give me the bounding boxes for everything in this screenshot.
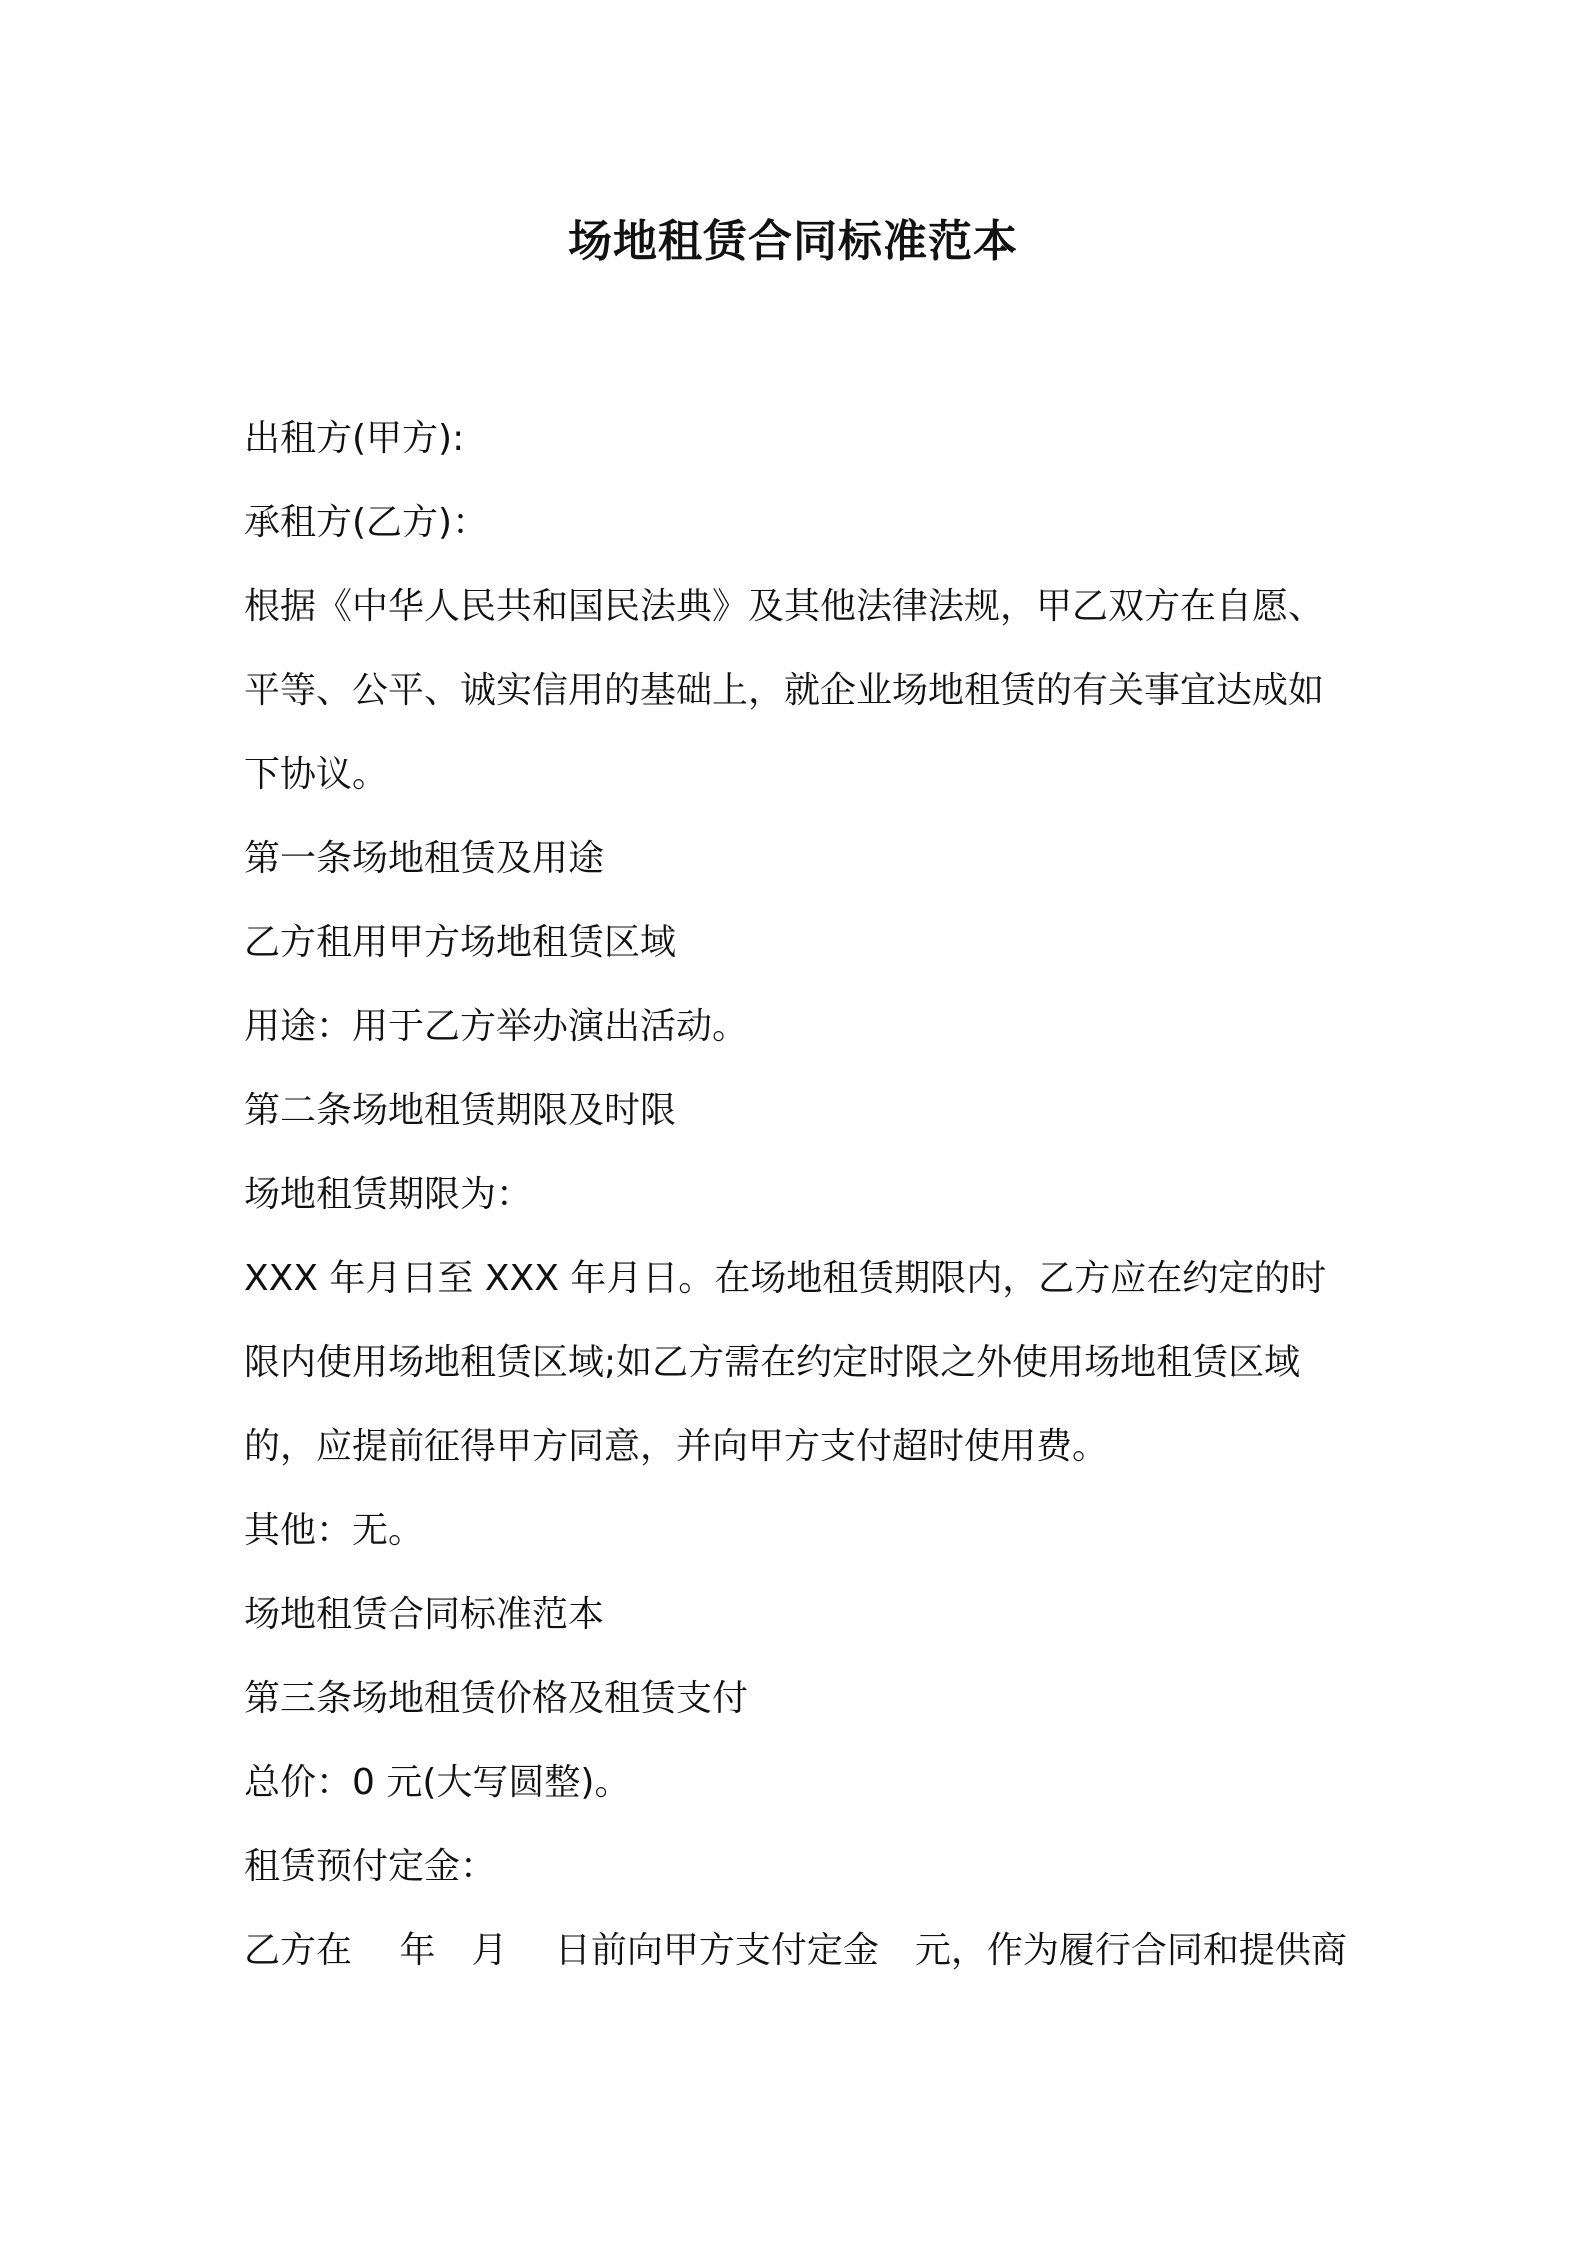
article-2-term-label: 场地租赁期限为：	[244, 1174, 533, 1215]
article-3-deposit-label: 租赁预付定金：	[244, 1846, 497, 1887]
article-2-term-line-1: XXX 年月日至 XXX 年月日。在场地租赁期限内，乙方应在约定的时	[244, 1258, 1327, 1299]
lessee-line: 承租方(乙方)：	[244, 502, 489, 543]
lessor-line: 出租方(甲方):	[244, 418, 465, 459]
article-1-purpose: 用途：用于乙方举办演出活动。	[244, 1006, 749, 1047]
article-2-heading: 第二条场地租赁期限及时限	[244, 1090, 677, 1131]
preamble-line-3: 下协议。	[244, 754, 389, 795]
article-1-heading: 第一条场地租赁及用途	[244, 838, 605, 879]
document-body	[244, 409, 1354, 2005]
preamble-line-1: 根据《中华人民共和国民法典》及其他法律法规，甲乙双方在自愿、	[244, 586, 1325, 627]
article-3-heading: 第三条场地租赁价格及租赁支付	[244, 1678, 749, 1719]
article-2-term-line-3: 的，应提前征得甲方同意，并向甲方支付超时使用费。	[244, 1426, 1109, 1467]
repeated-title-line: 场地租赁合同标准范本	[244, 1594, 605, 1635]
article-2-term-line-2: 限内使用场地租赁区域;如乙方需在约定时限之外使用场地租赁区域	[244, 1342, 1301, 1383]
article-1-area: 乙方租用甲方场地租赁区域	[244, 922, 677, 963]
document-title: 场地租赁合同标准范本	[568, 216, 1018, 267]
article-3-total-price: 总价：0 元(大写圆整)。	[244, 1762, 631, 1803]
article-3-deposit-line: 乙方在 年 月 日前向甲方支付定金 元，作为履行合同和提供商	[244, 1930, 1347, 1971]
preamble-line-2: 平等、公平、诚实信用的基础上，就企业场地租赁的有关事宜达成如	[244, 670, 1325, 711]
article-2-other: 其他：无。	[244, 1510, 425, 1551]
